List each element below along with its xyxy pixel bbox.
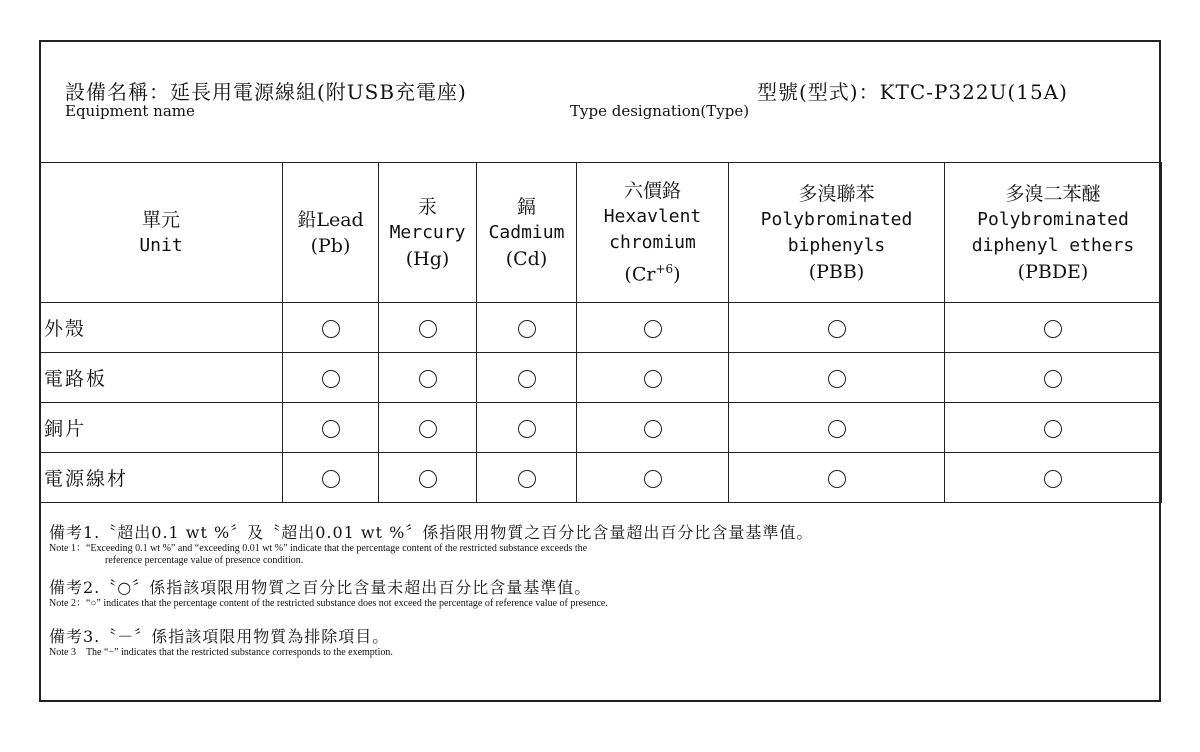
circle-mark-icon — [644, 320, 662, 338]
header-cadmium-zh: 鎘 — [516, 195, 536, 218]
header-pbde-abbr: (PBDE) — [1017, 260, 1089, 283]
substance-cell — [379, 403, 477, 453]
circle-mark-icon — [419, 320, 437, 338]
circle-mark-icon — [828, 420, 846, 438]
substance-cell — [283, 403, 379, 453]
header-mercury — [379, 163, 477, 303]
circle-mark-icon — [1044, 370, 1062, 388]
circle-mark-icon — [322, 470, 340, 488]
substance-cell — [945, 403, 1162, 453]
substance-cell — [729, 353, 945, 403]
note-3-zh: 備考3.〝－〞係指該項限用物質為排除項目。 — [49, 627, 390, 646]
substance-cell — [477, 353, 577, 403]
substance-cell — [729, 303, 945, 353]
circle-mark-icon — [1044, 320, 1062, 338]
circle-mark-icon — [419, 370, 437, 388]
note-1 — [49, 520, 1149, 567]
note-2-zh: 備考2.〝○〞係指該項限用物質之百分比含量未超出百分比含量基準值。 — [49, 578, 592, 597]
note-1-en-cont: reference percentage value of presence condition. — [105, 555, 304, 566]
header-unit-zh: 單元 — [141, 208, 180, 231]
circle-mark-icon — [518, 470, 536, 488]
substance-cell — [477, 453, 577, 503]
header-chromium-abbr: $(Cr^{+6})$ — [624, 261, 681, 286]
circle-mark-icon — [644, 370, 662, 388]
header-pbde — [945, 163, 1162, 303]
header-mercury-zh: 汞 — [417, 195, 437, 218]
substance-cell — [379, 303, 477, 353]
header-pbb — [729, 163, 945, 303]
header-cadmium-en: Cadmium — [488, 221, 565, 243]
note-2 — [49, 575, 1149, 610]
table-row — [40, 403, 1162, 453]
circle-mark-icon — [518, 370, 536, 388]
header-chromium — [577, 163, 729, 303]
header-cadmium-abbr: (Cd) — [505, 247, 548, 270]
circle-mark-icon — [518, 320, 536, 338]
substance-cell — [477, 403, 577, 453]
table-row — [40, 353, 1162, 403]
substance-cell — [379, 453, 477, 503]
type-designation-en: Type designation(Type) — [570, 102, 750, 120]
unit-cell: 電源線材 — [40, 453, 283, 503]
table-row — [40, 453, 1162, 503]
note-3-en: Note 3 The “−” indicates that the restricted substance corresponds to the exemption. — [49, 647, 393, 658]
substance-cell — [477, 303, 577, 353]
circle-mark-icon — [518, 420, 536, 438]
equipment-name-en: Equipment name — [65, 102, 195, 120]
circle-mark-icon — [322, 370, 340, 388]
header-pbb-abbr: (PBB) — [808, 260, 865, 283]
circle-mark-icon — [322, 420, 340, 438]
substance-cell — [379, 353, 477, 403]
substance-cell — [945, 353, 1162, 403]
header-pbb-zh: 多溴聯苯 — [798, 182, 875, 205]
circle-mark-icon — [828, 320, 846, 338]
header — [41, 42, 1159, 162]
header-chromium-zh: 六價鉻 — [623, 179, 681, 202]
note-1-zh: 備考1.〝超出0.1 wt %〞及〝超出0.01 wt %〞係指限用物質之百分比含量超出百分比含量基準值。 — [49, 523, 814, 542]
declaration-frame — [39, 40, 1161, 702]
restricted-substance-table — [39, 162, 1162, 503]
unit-cell: 銅片 — [40, 403, 283, 453]
header-pbde-zh: 多溴二苯醚 — [1005, 182, 1101, 205]
substance-cell — [577, 403, 729, 453]
header-mercury-en: Mercury — [389, 221, 466, 243]
substance-cell — [577, 353, 729, 403]
circle-mark-icon — [828, 370, 846, 388]
header-lead-abbr: (Pb) — [310, 234, 351, 257]
header-lead-en: Lead — [316, 208, 364, 231]
notes-section — [49, 520, 1149, 667]
substance-cell — [577, 453, 729, 503]
circle-mark-icon — [419, 470, 437, 488]
circle-mark-icon — [644, 470, 662, 488]
unit-cell: 電路板 — [40, 353, 283, 403]
header-unit — [40, 163, 283, 303]
header-mercury-abbr: (Hg) — [405, 247, 450, 270]
header-lead — [283, 163, 379, 303]
substance-cell — [945, 453, 1162, 503]
unit-cell: 外殼 — [40, 303, 283, 353]
header-pbde-en: Polybrominated diphenyl ethers — [971, 208, 1135, 256]
circle-mark-icon — [419, 420, 437, 438]
note-1-en: Note 1：“Exceeding 0.1 wt %” and “exceeding 0.01 wt %” indicate that the percentage content of the restricted substance exceeds the — [49, 543, 588, 554]
substance-cell — [283, 453, 379, 503]
substance-cell — [577, 303, 729, 353]
header-lead-zh: 鉛 — [297, 208, 317, 231]
header-cadmium — [477, 163, 577, 303]
circle-mark-icon — [1044, 420, 1062, 438]
header-chromium-en: Hexavlent chromium — [603, 205, 702, 253]
note-3 — [49, 624, 1149, 659]
substance-cell — [729, 453, 945, 503]
substance-cell — [283, 353, 379, 403]
circle-mark-icon — [322, 320, 340, 338]
equipment-name-zh: 設備名稱：延長用電源線組(附USB充電座) — [65, 80, 467, 104]
substance-cell — [283, 303, 379, 353]
header-pbb-en: Polybrominated biphenyls — [760, 208, 913, 256]
circle-mark-icon — [644, 420, 662, 438]
circle-mark-icon — [1044, 470, 1062, 488]
substance-cell — [945, 303, 1162, 353]
note-2-en: Note 2：“○” indicates that the percentage content of the restricted substance does not exceed the percentage of reference value of presence. — [49, 598, 608, 609]
type-designation-zh: 型號(型式)：KTC-P322U(15A) — [757, 80, 1068, 104]
table-body — [40, 303, 1162, 503]
table-header-row — [40, 163, 1162, 303]
table-row — [40, 303, 1162, 353]
circle-mark-icon — [828, 470, 846, 488]
substance-cell — [729, 403, 945, 453]
header-unit-en: Unit — [139, 234, 183, 256]
